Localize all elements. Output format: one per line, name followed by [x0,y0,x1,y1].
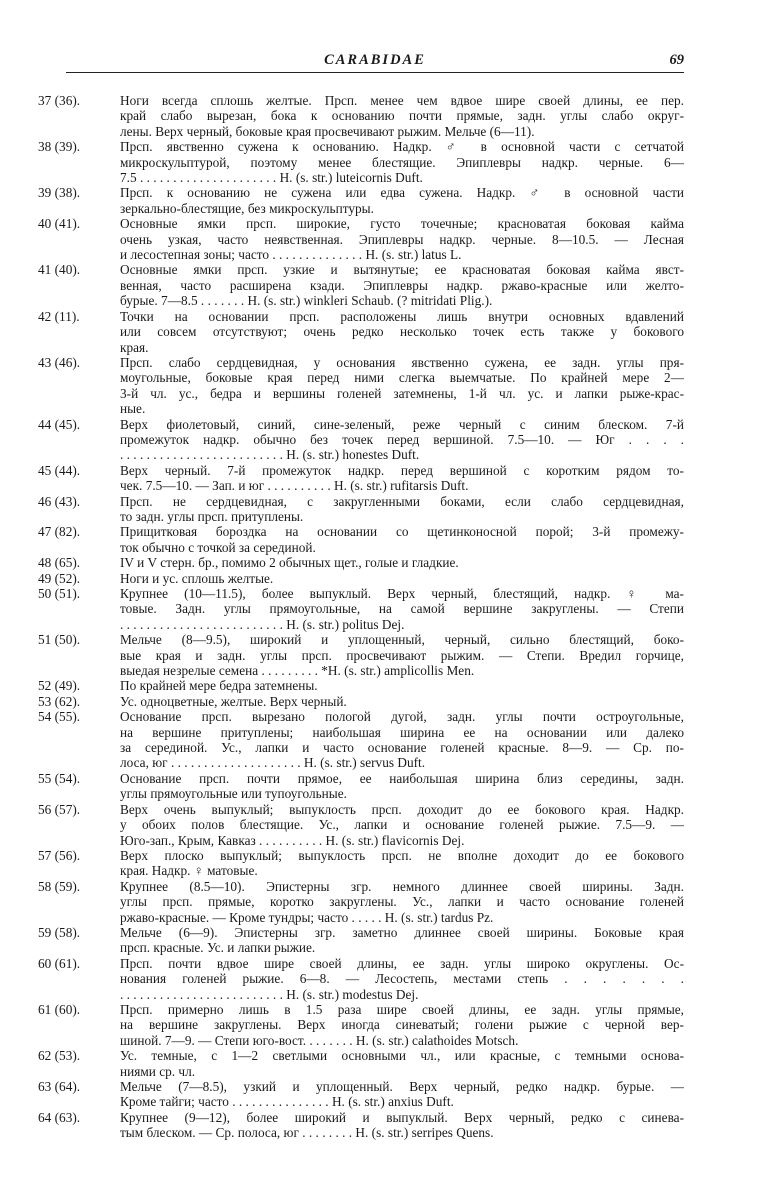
entry-text-line: ниями ср. чл. [120,1063,196,1079]
entry-text-line: Прсп. к основанию не сужена или едва сужена. Надкр. ♂ в основной части [120,185,684,201]
entry-text-line: Крупнее (8.5—10). Эпистерны згр. немного длиннее своей ширины. Задн. [120,878,684,894]
entry-text-line: Прсп. не сердцевидная, с закругленными боками, если слабо сердцевидная, [120,493,684,509]
entry-text-line: лоса, юг . . . . . . . . . . . . . . . . . . . . H. (s. str.) servus Duft. [120,755,426,771]
entry-text-line: товые. Задн. углы прямоугольные, на самой вершине закруглены. — Степи [120,601,684,617]
entry-text-line: бурые. 7—8.5 . . . . . . . H. (s. str.) winkleri Schaub. (? mitridati Plig.). [120,293,493,309]
document-page [38,48,684,1141]
entry-text-line: зеркально-блестящие, без микроскульптуры. [120,200,374,216]
key-entry [38,802,684,848]
entry-text-line: очень узкая, часто неявственная. Эпиплевры надкр. черные. 8—10.5. — Лесная [120,231,684,247]
entry-number: 59 (58). [38,924,81,940]
entry-text-line: По крайней мере бедра затемнены. [120,678,318,694]
entry-text-line: углы прямоугольные или тупоугольные. [120,786,347,802]
entry-text-line: Верх плоско выпуклый; выпуклость прсп. не вполне доходит до ее бокового [120,847,684,863]
entry-number: 38 (39). [38,139,81,155]
entry-text-line: прсп. красные. Ус. и лапки рыжие. [120,940,316,956]
key-entry [38,771,684,802]
entry-text-line: на вершине притуплены; наибольшая ширина ее на основании или далеко [120,724,684,740]
entry-text-line: Ноги всегда сплошь желтые. Прсп. менее чем вдвое шире своей длины, ее пер. [120,93,684,108]
entry-text-line: выедая незрелые семена . . . . . . . . . *H. (s. str.) amplicollis Men. [120,663,475,679]
entry-number: 50 (51). [38,586,81,601]
entry-text-line: Прсп. примерно лишь в 1.5 раза шире своей длины, ее задн. углы прямые, [120,1001,684,1017]
key-entry [38,1079,684,1110]
entry-text-line: края. [120,339,149,355]
entry-text-line: ржаво-красные. — Кроме тундры; часто . . . . . H. (s. str.) tardus Pz. [120,909,494,925]
key-entry [38,709,684,771]
key-entry [38,417,684,463]
entry-number: 42 (11). [38,308,80,324]
key-entry [38,571,684,586]
key-entry [38,555,684,570]
entry-number: 49 (52). [38,570,81,586]
entry-text-line: IV и V стерн. бр., помимо 2 обычных щет., голые и гладкие. [120,555,459,571]
key-entry [38,1048,684,1079]
entry-text-line: Прсп. слабо сердцевидная, у основания явственно сужена, ее задн. углы пря- [120,354,684,370]
entry-text-line: углы прсп. прямые, коротко закруглены. Ус., лапки и часто основание голеней [120,894,684,910]
entry-text-line: венная, часто расширена кзади. Эпиплевры надкр. ржаво-красные или желто- [120,277,684,293]
entry-number: 61 (60). [38,1001,81,1017]
entry-text-line: Верх очень выпуклый; выпуклость прсп. доходит до ее бокового края. Надкр. [120,801,684,817]
entry-number: 48 (65). [38,555,81,571]
entry-text-line: Ноги и ус. сплошь желтые. [120,570,274,586]
entry-text-line: нования голеней рыжие. 6—8. — Лесостепь, местами степь . . . . . . . [120,971,684,987]
entry-text-line: Прсп. почти вдвое шире своей длины, ее задн. углы широко округлены. Ос- [120,955,684,971]
entry-text-line: . . . . . . . . . . . . . . . . . . . . . . . . . H. (s. str.) honestes Duft. [120,447,420,463]
entry-text-line: ные. [120,401,146,417]
entry-number: 41 (40). [38,262,81,278]
key-entry [38,185,684,216]
key-entry [38,524,684,555]
entry-text-line: Основные ямки прсп. узкие и вытянутые; ее красноватая боковая кайма явст- [120,262,684,278]
entry-text-line: Крупнее (9—12), более широкий и выпуклый. Верх черный, редко с синева- [120,1109,684,1125]
entry-text-line: край слабо вырезан, бока к основанию почти прямые, задн. углы слабо округ- [120,108,684,124]
entry-text-line: 3-й чл. ус., бедра и вершины голеней затемнены, 1-й чл. ус. и лапки рыже-крас- [120,385,684,401]
entry-text-line: Точки на основании прсп. расположены лишь внутри основных вдавлений [120,308,684,324]
key-entry [38,139,684,185]
key-entry [38,678,684,693]
key-entry [38,463,684,494]
entry-number: 37 (36). [38,93,81,108]
entry-number: 40 (41). [38,216,81,232]
entry-text-line: моугольные, боковые края перед ними слегка выемчатые. По крайней мере 2— [120,370,684,386]
entry-number: 53 (62). [38,693,81,709]
key-entry [38,879,684,925]
entry-text-line: на вершине закруглены. Верх иногда синеватый; голени рыжие с черной вер- [120,1017,684,1033]
key-entry [38,956,684,1002]
entry-number: 56 (57). [38,801,81,817]
entry-text-line: тым блеском. — Ср. полоса, юг . . . . . . . . H. (s. str.) serripes Quens. [120,1125,494,1141]
entry-number: 47 (82). [38,524,81,540]
entry-text-line: Верх черный. 7-й промежуток надкр. перед вершиной с коротким рядом то- [120,462,684,478]
entry-number: 58 (59). [38,878,81,894]
entry-text-line: Верх фиолетовый, синий, сине-зеленый, реже черный с синим блеском. 7-й [120,416,684,432]
page-number: 69 [669,52,684,68]
entry-text-line: Мельче (6—9). Эпистерны згр. заметно длиннее своей ширины. Боковые края [120,924,684,940]
key-entry [38,1110,684,1141]
entry-text-line: Мельче (7—8.5), узкий и уплощенный. Верх черный, редко надкр. бурые. — [120,1079,684,1094]
entry-text-line: Мельче (8—9.5), широкий и уплощенный, черный, сильно блестящий, боко- [120,632,684,648]
entry-text-line: микроскульптурой, поэтому менее блестящие. Эпиплевры надкр. черные. 6— [120,154,684,170]
entry-text-line: лены. Верх черный, боковые края просвечивают рыжим. Мельче (6—11). [120,123,535,139]
entry-text-line: промежуток надкр. обычно без точек перед вершиной. 7.5—10. — Юг . . . . [120,431,684,447]
entry-text-line: Юго-зап., Крым, Кавказ . . . . . . . . . . H. (s. str.) flavicornis Dej. [120,832,465,848]
entry-number: 60 (61). [38,955,81,971]
key-entry [38,216,684,262]
entry-number: 52 (49). [38,678,81,694]
entry-text-line: шиной. 7—9. — Степи юго-вост. . . . . . . . H. (s. str.) calathoides Motsch. [120,1032,519,1048]
entry-text-line: Крупнее (10—11.5), более выпуклый. Верх черный, блестящий, надкр. ♀ ма- [120,586,684,601]
entry-text-line: или совсем отсутствуют; очень редко несколько точек есть также у бокового [120,324,684,340]
key-entry [38,262,684,308]
entry-number: 63 (64). [38,1079,81,1094]
entry-number: 64 (63). [38,1109,81,1125]
running-header [66,48,684,73]
key-entry [38,586,684,632]
entry-text-line: то задн. углы прсп. притуплены. [120,508,304,524]
entry-number: 39 (38). [38,185,81,201]
entry-text-line: и лесостепная зоны; часто . . . . . . . . . . . . . . H. (s. str.) latus L. [120,247,462,263]
entry-text-line: Прищитковая бороздка на основании со щетинконосной порой; 3-й промежу- [120,524,684,540]
entry-text-line: Прсп. явственно сужена к основанию. Надкр. ♂ в основной части с сетчатой [120,139,684,155]
entry-text-line: за серединой. Ус., лапки и часто основание голеней красные. 8—9. — Ср. по- [120,740,684,756]
key-entry [38,848,684,879]
entry-text-line: Основание прсп. вырезано пологой дугой, задн. углы почти остроугольные, [120,709,684,725]
key-entries [38,93,684,1141]
entry-text-line: чек. 7.5—10. — Зап. и юг . . . . . . . . . . H. (s. str.) rufitarsis Duft. [120,478,469,494]
entry-number: 46 (43). [38,493,81,509]
entry-text-line: 7.5 . . . . . . . . . . . . . . . . . . . . . H. (s. str.) luteicornis Duft. [120,170,423,186]
entry-number: 62 (53). [38,1048,81,1064]
key-entry [38,694,684,709]
key-entry [38,1002,684,1048]
entry-text-line: ток обычно с точкой за серединой. [120,539,316,555]
entry-number: 57 (56). [38,847,81,863]
entry-text-line: Основные ямки прсп. широкие, густо точечные; красноватая боковая кайма [120,216,684,232]
key-entry [38,355,684,417]
entry-number: 55 (54). [38,770,81,786]
entry-text-line: Основание прсп. почти прямое, ее наибольшая ширина близ середины, задн. [120,770,684,786]
entry-text-line: Кроме тайги; часто . . . . . . . . . . . . . . . H. (s. str.) anxius Duft. [120,1094,454,1110]
key-entry [38,309,684,355]
entry-text-line: Ус. темные, с 1—2 светлыми основными чл., или красные, с темными основа- [120,1048,684,1064]
running-title: CARABIDAE [324,52,426,68]
entry-number: 44 (45). [38,416,81,432]
entry-text-line: . . . . . . . . . . . . . . . . . . . . . . . . . H. (s. str.) modestus Dej. [120,986,419,1002]
entry-text-line: края. Надкр. ♀ матовые. [120,863,258,879]
key-entry [38,925,684,956]
key-entry [38,93,684,139]
key-entry [38,632,684,678]
entry-text-line: вые края и задн. углы прсп. просвечивают рыжим. — Степи. Вредил горчице, [120,647,684,663]
entry-number: 45 (44). [38,462,81,478]
entry-text-line: Ус. одноцветные, желтые. Верх черный. [120,693,347,709]
key-entry [38,494,684,525]
entry-number: 54 (55). [38,709,81,725]
entry-text-line: у обоих полов блестящие. Ус., лапки и основание голеней рыжие. 7.5—9. — [120,817,684,833]
entry-number: 51 (50). [38,632,81,648]
entry-text-line: . . . . . . . . . . . . . . . . . . . . . . . . . H. (s. str.) politus Dej. [120,616,405,632]
entry-number: 43 (46). [38,354,81,370]
